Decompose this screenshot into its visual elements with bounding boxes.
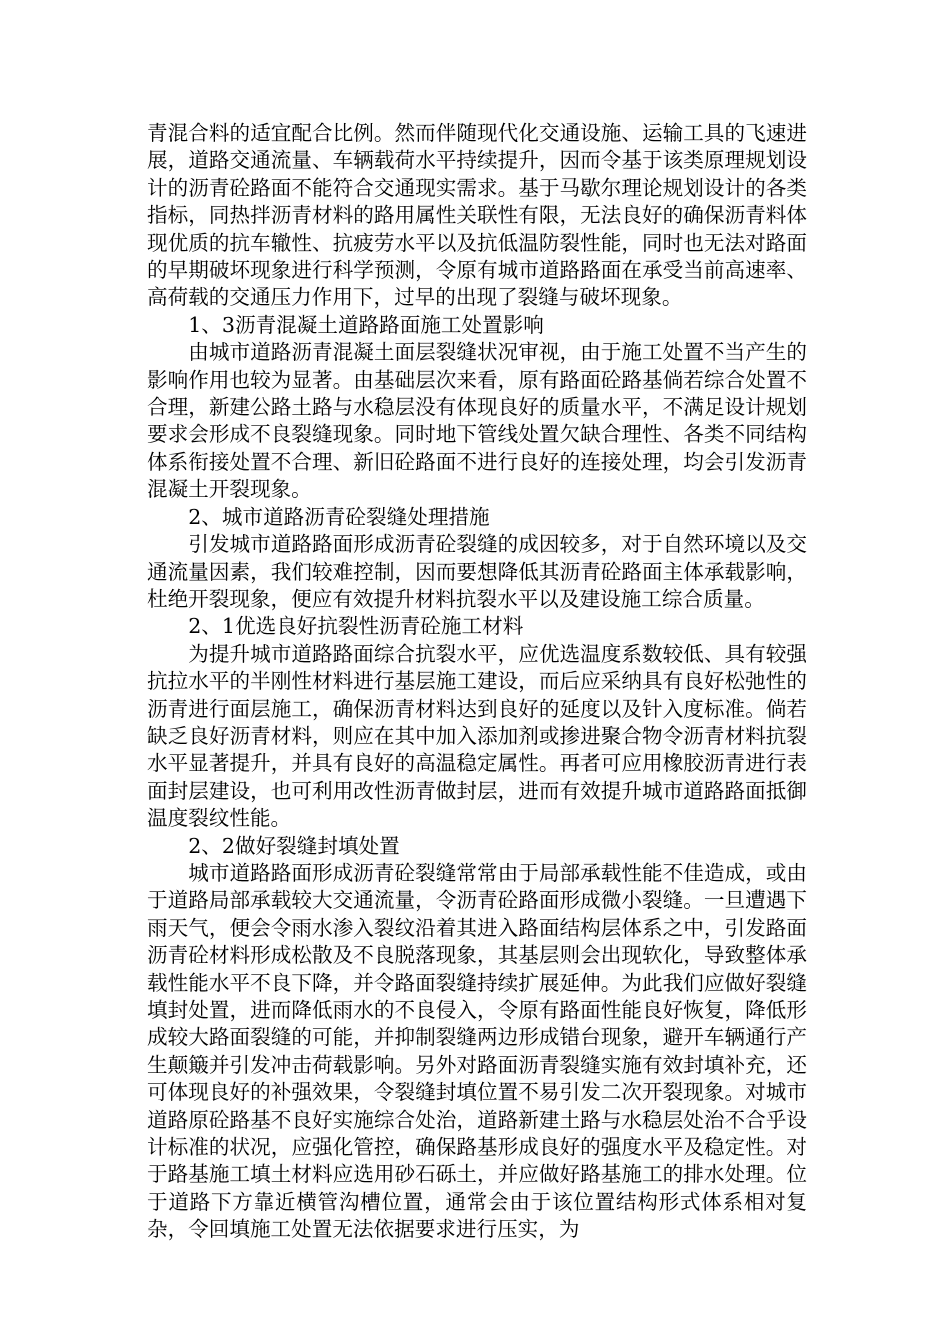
section-heading: 2、城市道路沥青砼裂缝处理措施 <box>188 504 490 529</box>
body-paragraph: 青混合料的适宜配合比例。然而伴随现代化交通设施、运输工具的飞速进展，道路交通流量、车辆载荷水平持续提升，因而令基于该类原理规划设计的沥青砼路面不能符合交通现实需求。基于马歇尔理论规划设计的各类指标，同热拌沥青材料的路用属性关联性有限，无法良好的确保沥青料体现优质的抗车辙性、抗疲劳水平以及抗低温防裂性能，同时也无法对路面的早期破坏现象进行科学预测，令原有城市道路路面在承受当前高速率、高荷载的交通压力作用下，过早的出现了裂缝与破坏现象。 <box>147 121 807 310</box>
body-paragraph: 为提升城市道路路面综合抗裂水平，应优选温度系数较低、具有较强抗拉水平的半刚性材料进行基层施工建设，而后应采纳具有良好松弛性的沥青进行面层施工，确保沥青材料达到良好的延度以及针入度标准。倘若缺乏良好沥青材料，则应在其中加入添加剂或掺进聚合物令沥青材料抗裂水平显著提升，并具有良好的高温稳定属性。再者可应用橡胶沥青进行表面封层建设，也可利用改性沥青做封层，进而有效提升城市道路路面抵御温度裂纹性能。 <box>147 641 807 831</box>
section-heading: 2、2做好裂缝封填处置 <box>188 833 400 858</box>
document-page <box>147 120 807 1244</box>
section-heading: 1、3沥青混凝土道路路面施工处置影响 <box>188 312 544 337</box>
section-heading: 2、1优选良好抗裂性沥青砼施工材料 <box>188 614 524 639</box>
body-paragraph: 城市道路路面形成沥青砼裂缝常常由于局部承载性能不佳造成，或由于道路局部承载较大交通流量，令沥青砼路面形成微小裂缝。一旦遭遇下雨天气，便会令雨水渗入裂纹沿着其进入路面结构层体系之中，引发路面沥青砼材料形成松散及不良脱落现象，其基层则会出现软化，导致整体承载性能水平不良下降，并令路面裂缝持续扩展延伸。为此我们应做好裂缝填封处置，进而降低雨水的不良侵入，令原有路面性能良好恢复，降低形成较大路面裂缝的可能，并抑制裂缝两边形成错台现象，避开车辆通行产生颠簸并引发冲击荷载影响。另外对路面沥青裂缝实施有效封填补充，还可体现良好的补强效果，令裂缝封填位置不易引发二次开裂现象。对城市道路原砼路基不良好实施综合处治，道路新建土路与水稳层处治不合乎设计标准的状况，应强化管控，确保路基形成良好的强度水平及稳定性。对于路基施工填土材料应选用砂石砾土，并应做好路基施工的排水处理。位于道路下方靠近横管沟槽位置，通常会由于该位置结构形式体系相对复杂，令回填施工处置无法依据要求进行压实，为 <box>147 860 807 1242</box>
body-paragraph: 引发城市道路路面形成沥青砼裂缝的成因较多，对于自然环境以及交通流量因素，我们较难控制，因而要想降低其沥青砼路面主体承载影响，杜绝开裂现象，便应有效提升材料抗裂水平以及建设施工综合质量。 <box>147 532 807 611</box>
body-paragraph: 由城市道路沥青混凝土面层裂缝状况审视，由于施工处置不当产生的影响作用也较为显著。由基础层次来看，原有路面砼路基倘若综合处置不合理，新建公路土路与水稳层没有体现良好的质量水平，不满足设计规划要求会形成不良裂缝现象。同时地下管线处置欠缺合理性、各类不同结构体系衔接处置不合理、新旧砼路面不进行良好的连接处理，均会引发沥青混凝土开裂现象。 <box>147 340 807 502</box>
